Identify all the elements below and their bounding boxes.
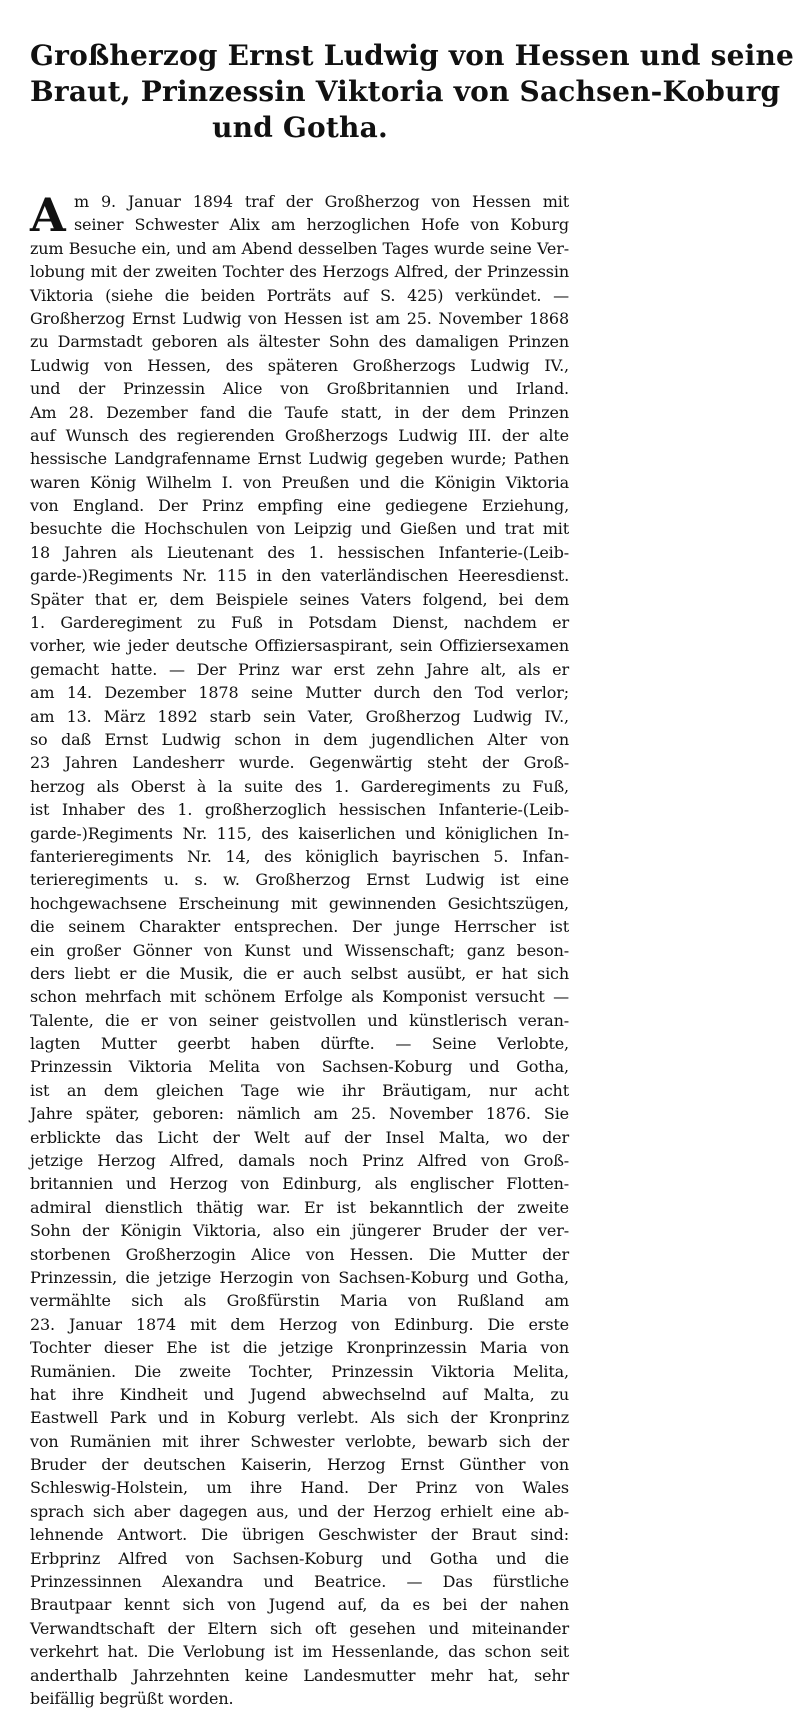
text-line: Sohn der Königin Viktoria, also ein jüngerer Bruder der ver- [30, 1221, 569, 1241]
text-line: lehnende Antwort. Die übrigen Geschwister der Braut sind: [30, 1525, 569, 1545]
text-line: Bruder der deutschen Kaiserin, Herzog Ernst Günther von [30, 1455, 569, 1475]
text-line: vermählte sich als Großfürstin Maria von Rußland am [30, 1291, 569, 1311]
text-line: Eastwell Park und in Koburg verlebt. Als sich der Kronprinz [30, 1408, 569, 1428]
text-line: admiral dienstlich thätig war. Er ist bekanntlich der zweite [30, 1197, 569, 1217]
text-line: garde-)Regiments Nr. 115, des kaiserlichen und königlichen In- [30, 823, 569, 843]
text-line: Talente, die er von seiner geistvollen und künstlerisch veran- [30, 1010, 569, 1030]
text-line: Später that er, dem Beispiele seines Vaters folgend, bei dem [30, 589, 569, 609]
title-line: Braut, Prinzessin Viktoria von Sachsen-Koburg [30, 75, 781, 108]
drop-cap: A [30, 188, 66, 242]
text-line: Tochter dieser Ehe ist die jetzige Kronprinzessin Maria von [30, 1338, 569, 1358]
text-line: Ludwig von Hessen, des späteren Großherzogs Ludwig IV., [30, 355, 569, 375]
text-line: ist an dem gleichen Tage wie ihr Bräutigam, nur acht [30, 1080, 569, 1100]
text-line: terieregiments u. s. w. Großherzog Ernst Ludwig ist eine [30, 870, 569, 890]
article-title [30, 38, 794, 146]
title-line: Großherzog Ernst Ludwig von Hessen und seine [30, 39, 794, 72]
text-line: ist Inhaber des 1. großherzoglich hessischen Infanterie-(Leib- [30, 800, 569, 820]
text-line: so daß Ernst Ludwig schon in dem jugendlichen Alter von [30, 729, 569, 749]
text-line: von Rumänien mit ihrer Schwester verlobte, bewarb sich der [30, 1431, 569, 1451]
text-line: garde-)Regiments Nr. 115 in den vaterländischen Heeresdienst. [30, 566, 569, 586]
text-line: hessische Landgrafenname Ernst Ludwig gegeben wurde; Pathen [30, 449, 569, 469]
text-line: schon mehrfach mit schönem Erfolge als Komponist versucht — [30, 987, 569, 1007]
text-line: zu Darmstadt geboren als ältester Sohn des damaligen Prinzen [30, 332, 569, 352]
text-line: lagten Mutter geerbt haben dürfte. — Seine Verlobte, [30, 1034, 569, 1054]
text-line: Am 28. Dezember fand die Taufe statt, in der dem Prinzen [30, 402, 569, 422]
text-line: storbenen Großherzogin Alice von Hessen. Die Mutter der [30, 1244, 569, 1264]
text-line: gemacht hatte. — Der Prinz war erst zehn Jahre alt, als er [30, 659, 569, 679]
article-page [30, 38, 794, 1710]
text-line: Schleswig-Holstein, um ihre Hand. Der Prinz von Wales [30, 1478, 569, 1498]
text-line: 1. Garderegiment zu Fuß in Potsdam Dienst, nachdem er [30, 613, 569, 633]
text-line: erblickte das Licht der Welt auf der Insel Malta, wo der [30, 1127, 569, 1147]
text-line: waren König Wilhelm I. von Preußen und die Königin Viktoria [30, 472, 569, 492]
text-line: vorher, wie jeder deutsche Offiziersaspirant, sein Offiziersexamen [30, 636, 569, 656]
text-line: 23. Januar 1874 mit dem Herzog von Edinburg. Die erste [30, 1314, 569, 1334]
text-line: und der Prinzessin Alice von Großbritannien und Irland. [30, 379, 569, 399]
text-line: 23 Jahren Landesherr wurde. Gegenwärtig steht der Groß- [30, 753, 569, 773]
text-line: zum Besuche ein, und am Abend desselben Tages wurde seine Ver- [30, 238, 569, 258]
text-line: lobung mit der zweiten Tochter des Herzogs Alfred, der Prinzessin [30, 262, 569, 282]
text-line: Großherzog Ernst Ludwig von Hessen ist am 25. November 1868 [30, 308, 569, 328]
text-line: Viktoria (siehe die beiden Porträts auf S. 425) verkündet. — [30, 285, 569, 305]
text-line: Verwandtschaft der Eltern sich oft gesehen und miteinander [30, 1618, 569, 1638]
text-line: beifällig begrüßt worden. [30, 1689, 234, 1708]
text-line: Prinzessin Viktoria Melita von Sachsen-Koburg und Gotha, [30, 1057, 569, 1077]
text-line: verkehrt hat. Die Verlobung ist im Hessenlande, das schon seit [30, 1642, 569, 1662]
text-line: Prinzessinnen Alexandra und Beatrice. — Das fürstliche [30, 1572, 569, 1592]
text-line: britannien und Herzog von Edinburg, als englischer Flotten- [30, 1174, 569, 1194]
text-line: sprach sich aber dagegen aus, und der Herzog erhielt eine ab- [30, 1501, 569, 1521]
text-line: Erbprinz Alfred von Sachsen-Koburg und Gotha und die [30, 1548, 569, 1568]
text-line: hochgewachsene Erscheinung mit gewinnenden Gesichtszügen, [30, 893, 569, 913]
text-line: herzog als Oberst à la suite des 1. Garderegiments zu Fuß, [30, 776, 569, 796]
text-line: Jahre später, geboren: nämlich am 25. November 1876. Sie [30, 1104, 569, 1124]
text-line: Prinzessin, die jetzige Herzogin von Sachsen-Koburg und Gotha, [30, 1267, 569, 1287]
text-line: besuchte die Hochschulen von Leipzig und Gießen und trat mit [30, 519, 569, 539]
text-line: auf Wunsch des regierenden Großherzogs Ludwig III. der alte [30, 425, 569, 445]
text-line: am 14. Dezember 1878 seine Mutter durch den Tod verlor; [30, 683, 569, 703]
text-line: die seinem Charakter entsprechen. Der junge Herrscher ist [30, 917, 569, 937]
text-line: seiner Schwester Alix am herzoglichen Hofe von Koburg [74, 215, 569, 235]
text-line: fanterieregiments Nr. 14, des königlich bayrischen 5. Infan- [30, 846, 569, 866]
text-line: Brautpaar kennt sich von Jugend auf, da es bei der nahen [30, 1595, 569, 1615]
text-line: ders liebt er die Musik, die er auch selbst ausübt, er hat sich [30, 963, 569, 983]
text-line: m 9. Januar 1894 traf der Großherzog von Hessen mit [74, 192, 569, 211]
text-line: Rumänien. Die zweite Tochter, Prinzessin Viktoria Melita, [30, 1361, 569, 1381]
text-line: ein großer Gönner von Kunst und Wissenschaft; ganz beson- [30, 940, 569, 960]
text-line: anderthalb Jahrzehnten keine Landesmutter mehr hat, sehr [30, 1665, 569, 1685]
title-line: und Gotha. [212, 111, 388, 144]
text-line: 18 Jahren als Lieutenant des 1. hessischen Infanterie-(Leib- [30, 542, 569, 562]
article-body [30, 190, 570, 1710]
text-line: jetzige Herzog Alfred, damals noch Prinz Alfred von Groß- [30, 1151, 569, 1171]
text-line: hat ihre Kindheit und Jugend abwechselnd auf Malta, zu [30, 1384, 569, 1404]
text-line: am 13. März 1892 starb sein Vater, Großherzog Ludwig IV., [30, 706, 569, 726]
text-line: von England. Der Prinz empfing eine gediegene Erziehung, [30, 496, 569, 516]
